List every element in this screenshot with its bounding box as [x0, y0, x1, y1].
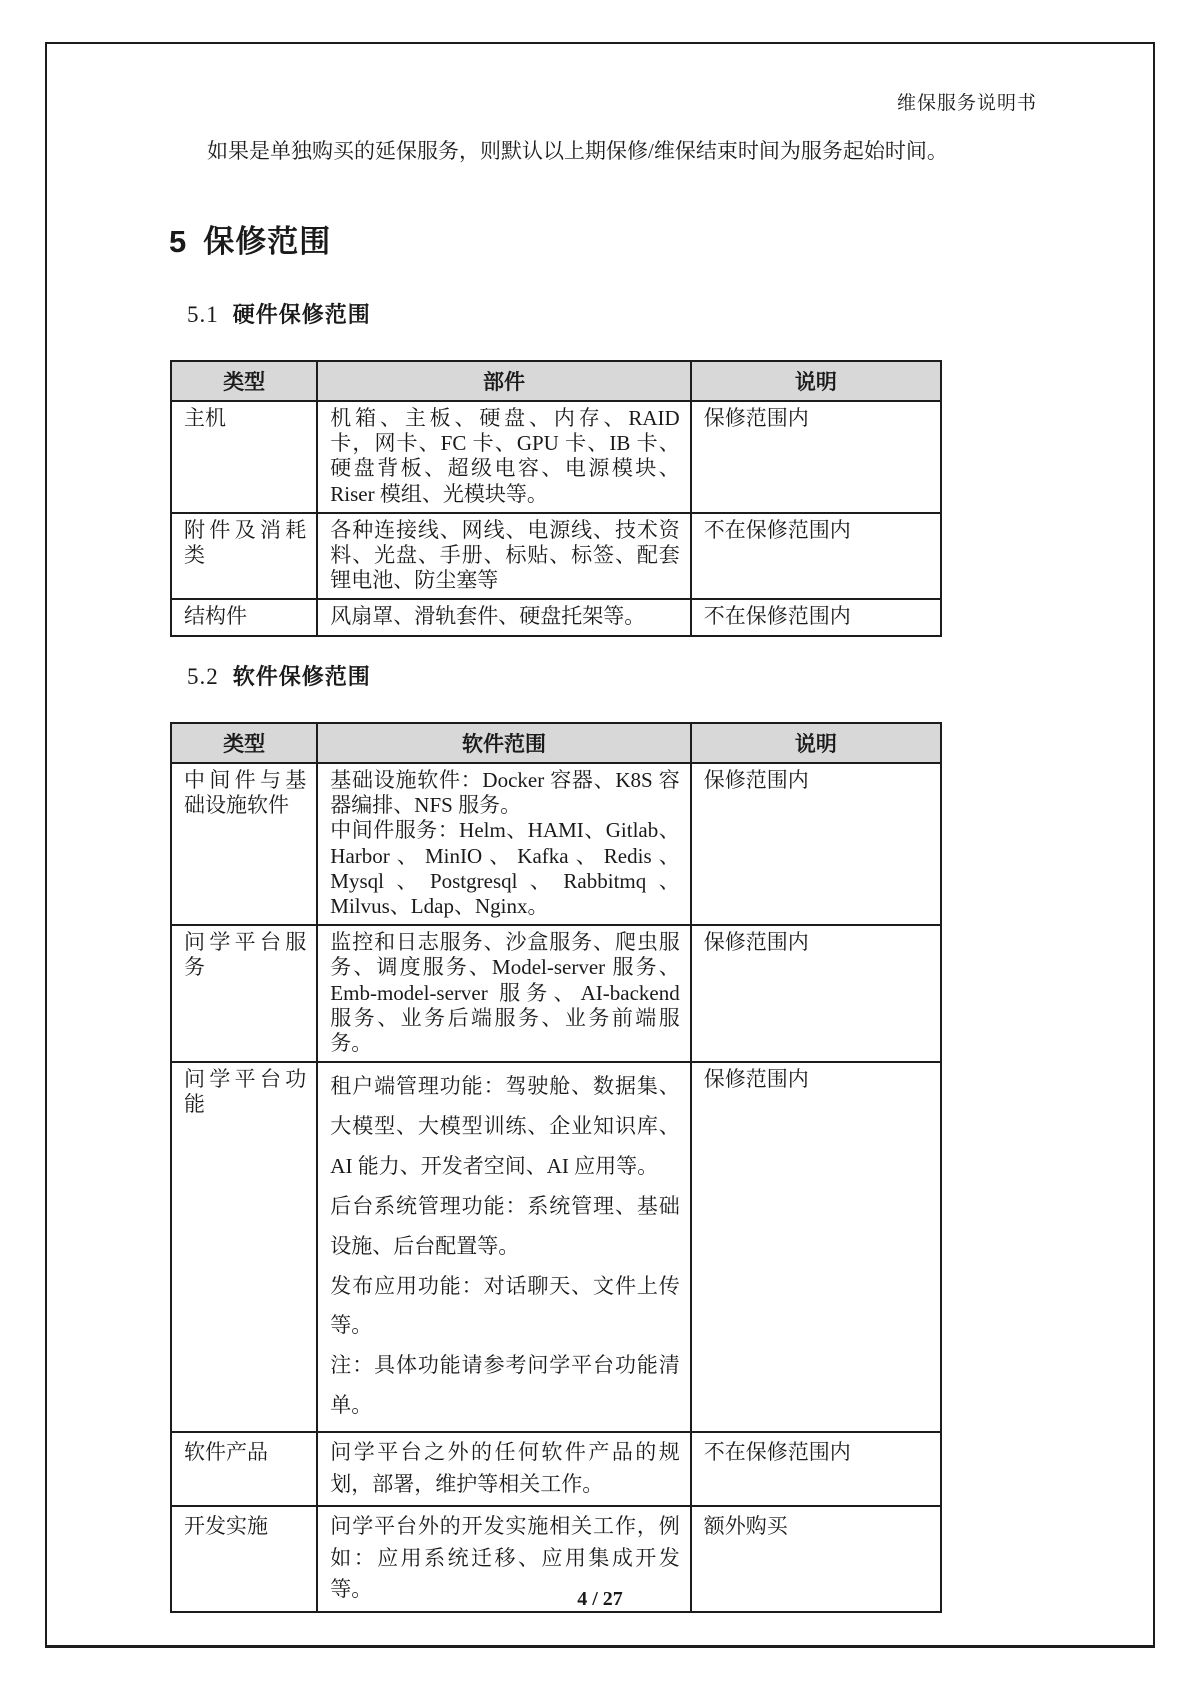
subsection-title: 硬件保修范围	[232, 302, 371, 327]
page-border	[45, 42, 1155, 1648]
header-cell-note: 说明	[691, 361, 941, 401]
cell-note: 额外购买	[691, 1506, 941, 1612]
section-title: 保修范围	[203, 224, 332, 259]
scope-paragraph: 租户端管理功能：驾驶舱、数据集、大模型、大模型训练、企业知识库、AI 能力、开发者空间、AI 应用等。	[330, 1074, 680, 1178]
subsection-heading-5-2	[187, 660, 371, 691]
cell-type: 中间件与基础设施软件	[171, 763, 317, 925]
scope-paragraph: 基础设施软件：Docker 容器、K8S 容器编排、NFS 服务。	[330, 768, 680, 818]
document-header-title: 维保服务说明书	[896, 93, 1037, 114]
cell-type: 开发实施	[171, 1506, 317, 1612]
cell-scope	[317, 1432, 690, 1506]
table-header-row	[171, 723, 941, 763]
scope-paragraph: 问学平台外的开发实施相关工作，例如：应用系统迁移、应用集成开发等。	[330, 1514, 680, 1602]
cell-type: 附件及消耗类	[171, 513, 317, 600]
cell-scope	[317, 1062, 690, 1432]
scope-paragraph: 中间件服务：Helm、HAMI、Gitlab、Harbor、MinIO、Kafka、Redis、Mysql、Postgresql、Rabbitmq、Milvus、Ldap、Nginx。	[330, 818, 680, 918]
cell-scope	[317, 763, 690, 925]
scope-paragraph: 发布应用功能：对话聊天、文件上传等。	[330, 1273, 680, 1338]
cell-scope	[317, 925, 690, 1062]
subsection-number: 5.2	[187, 664, 219, 689]
section-number: 5	[169, 224, 188, 259]
cell-note: 不在保修范围内	[691, 1432, 941, 1506]
header-cell-type: 类型	[171, 723, 317, 763]
scope-paragraph: 后台系统管理功能：系统管理、基础设施、后台配置等。	[330, 1193, 680, 1258]
table-row	[171, 1062, 941, 1432]
subsection-heading-5-1	[187, 298, 371, 329]
intro-paragraph: 如果是单独购买的延保服务，则默认以上期保修/维保结束时间为服务起始时间。	[207, 139, 948, 163]
table-row	[171, 513, 941, 600]
cell-type: 主机	[171, 401, 317, 513]
scope-paragraph: 监控和日志服务、沙盒服务、爬虫服务、调度服务、Model-server 服务、Emb-model-server 服务、AI-backend 服务、业务后端服务、业务前端服务。	[330, 930, 680, 1055]
section-heading-5	[169, 216, 331, 261]
cell-note: 保修范围内	[691, 763, 941, 925]
cell-note: 保修范围内	[691, 401, 941, 513]
table-row	[171, 925, 941, 1062]
table-row	[171, 763, 941, 925]
table-row	[171, 401, 941, 513]
cell-note: 保修范围内	[691, 1062, 941, 1432]
header-cell-parts: 部件	[317, 361, 690, 401]
hardware-warranty-table	[170, 360, 942, 637]
header-cell-scope: 软件范围	[317, 723, 690, 763]
cell-type: 软件产品	[171, 1432, 317, 1506]
software-warranty-table	[170, 722, 942, 1613]
table-row	[171, 599, 941, 635]
header-cell-type: 类型	[171, 361, 317, 401]
cell-type: 结构件	[171, 599, 317, 635]
scope-paragraph: 问学平台之外的任何软件产品的规划，部署，维护等相关工作。	[330, 1440, 680, 1496]
subsection-title: 软件保修范围	[232, 664, 371, 689]
table-row	[171, 1432, 941, 1506]
table-header-row	[171, 361, 941, 401]
page-number-indicator: 4 / 27	[577, 1588, 623, 1610]
cell-parts: 机箱、主板、硬盘、内存、RAID 卡，网卡、FC 卡、GPU 卡、IB 卡、硬盘背板、超级电容、电源模块、Riser 模组、光模块等。	[317, 401, 690, 513]
cell-note: 不在保修范围内	[691, 599, 941, 635]
cell-parts: 各种连接线、网线、电源线、技术资料、光盘、手册、标贴、标签、配套锂电池、防尘塞等	[317, 513, 690, 600]
cell-parts: 风扇罩、滑轨套件、硬盘托架等。	[317, 599, 690, 635]
cell-note: 不在保修范围内	[691, 513, 941, 600]
cell-type: 问学平台功能	[171, 1062, 317, 1432]
header-cell-note: 说明	[691, 723, 941, 763]
scope-paragraph: 注：具体功能请参考问学平台功能清单。	[330, 1353, 680, 1418]
subsection-number: 5.1	[187, 302, 219, 327]
cell-type: 问学平台服务	[171, 925, 317, 1062]
cell-note: 保修范围内	[691, 925, 941, 1062]
